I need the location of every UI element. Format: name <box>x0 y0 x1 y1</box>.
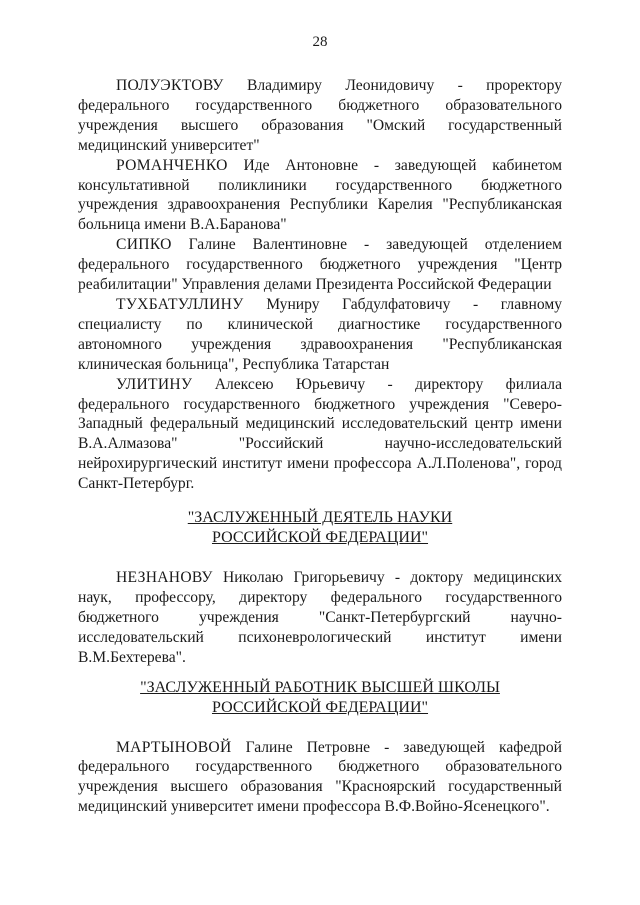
award-title-line: РОССИЙСКОЙ ФЕДЕРАЦИИ" <box>211 698 429 716</box>
recipient-details: Владимиру Леонидовичу - проректору федерального государственного бюджетного образовательного учреждения высшего образования "Омский государственный медицинский университет" <box>78 77 562 154</box>
recipient-surname: МАРТЫНОВОЙ <box>116 738 232 756</box>
award-title-line: "ЗАСЛУЖЕННЫЙ ДЕЯТЕЛЬ НАУКИ <box>187 509 453 527</box>
award-title-honored-higher-school-worker <box>78 678 562 718</box>
award-title-line: "ЗАСЛУЖЕННЫЙ РАБОТНИК ВЫСШЕЙ ШКОЛЫ <box>140 678 500 696</box>
recipient-details: Николаю Григорьевичу - доктору медицинских наук, профессору, директору федерального государственного бюджетного учреждения "Санкт-Петербургский научно-исследовательский психоневрологический институт имени В.М.Бехтерева". <box>78 569 562 666</box>
award-entry <box>78 295 562 375</box>
award-entry <box>78 156 562 236</box>
page-number: 28 <box>312 34 328 50</box>
recipient-surname: ТУХБАТУЛЛИНУ <box>116 295 244 313</box>
award-entry <box>78 568 562 668</box>
recipient-details: Галине Петровне - заведующей кафедрой федерального государственного бюджетного образовательного учреждения высшего образования "Красноярский государственный медицинский университет имени профессора В.Ф.Войно-Ясенецкого". <box>78 738 562 816</box>
recipient-surname: НЕЗНАНОВУ <box>116 569 213 587</box>
award-entry <box>78 235 562 295</box>
recipient-details: Иде Антоновне - заведующей кабинетом консультативной поликлиники государственного бюджетного учреждения здравоохранения Республики Карелия "Республиканская больница имени В.А.Баранова" <box>78 156 562 234</box>
recipient-surname: ПОЛУЭКТОВУ <box>116 77 224 94</box>
award-entry <box>78 375 562 494</box>
award-title-line: РОССИЙСКОЙ ФЕДЕРАЦИИ" <box>211 529 429 547</box>
recipient-details: Галине Валентиновне - заведующей отделением федерального государственного бюджетного учреждения "Центр реабилитации" Управления делами Президента Российской Федерации <box>78 236 563 294</box>
document-body <box>78 76 562 817</box>
recipient-details: Муниру Габдулфатовичу - главному специалисту по клинической диагностике государственного автономного учреждения здравоохранения "Республиканская клиническая больница", Республика Татарстан <box>78 295 562 373</box>
award-entry <box>78 738 562 818</box>
award-title-honored-scientist <box>78 508 562 548</box>
recipient-surname: РОМАНЧЕНКО <box>116 156 228 174</box>
award-entry <box>78 76 562 156</box>
recipient-surname: СИПКО <box>116 236 172 254</box>
recipient-details: Алексею Юрьевичу - директору филиала федерального государственного бюджетного учреждения "Северо-Западный федеральный медицинский исследовательский центр имени В.А.Алмазова" "Российский научно-исследовательский нейрохирургический институт имени профессора А.Л.Поленова", город Санкт-Петербург. <box>78 375 562 493</box>
recipient-surname: УЛИТИНУ <box>116 375 193 393</box>
